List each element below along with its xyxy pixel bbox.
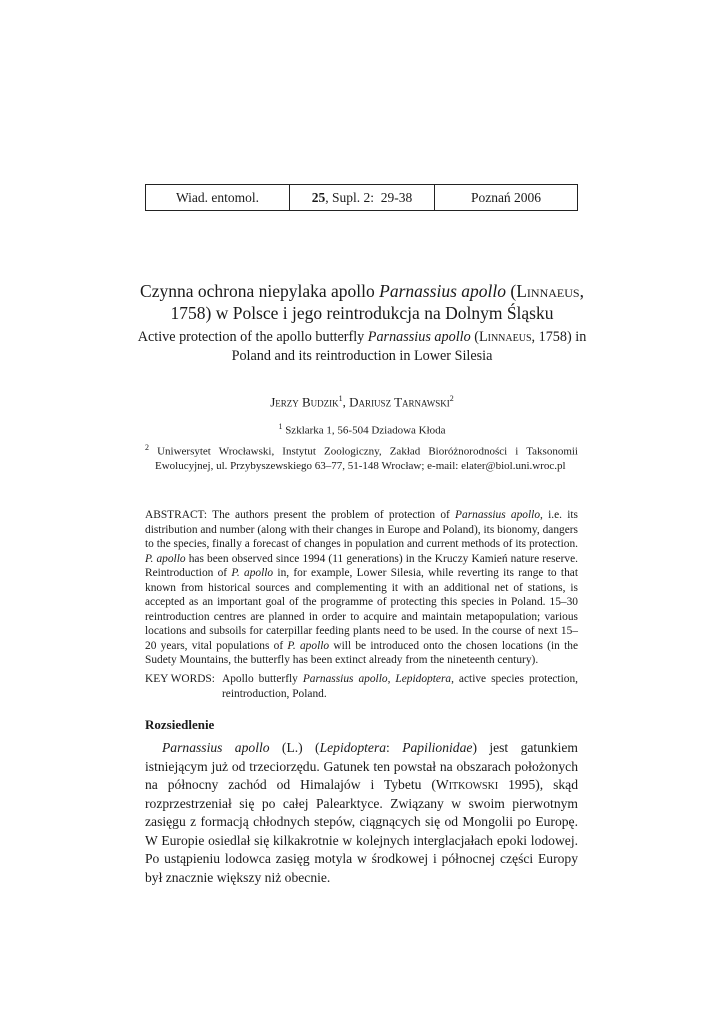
abstract: [145, 508, 578, 668]
author-2: Dariusz Tarnawski: [349, 394, 450, 410]
affiliation-2-sup: 2: [145, 443, 149, 452]
body-text: ) jest gatunkiem istniejącym już od trzeciorzędu. Gatunek ten powstał na obszarach położonych na północny zachód od Himalajów i Tybetu (: [145, 740, 578, 792]
abstract-text: , i.e. its distribution and number (along with their changes in Europe and Poland), its bionomy, dangers to the species, finally a forecast of changes in population and current methods of its protection.: [145, 509, 578, 550]
body-text: (L.) (: [269, 740, 320, 755]
author-1-sup: 1: [338, 394, 343, 403]
title-pl-text: Czynna ochrona niepylaka apollo: [140, 281, 380, 301]
authors-line: [130, 391, 594, 410]
journal-name-cell: [146, 185, 290, 210]
affiliation-2-text: Uniwersytet Wrocławski, Instytut Zoologiczny, Zakład Bioróżnorodności i Taksonomii Ewolucyjnej, ul. Przybyszewskiego 63–77, 51-148 Wrocław; e-mail: elater@biol.uni.wroc.pl: [149, 445, 578, 473]
title-en-text: Active protection of the apollo butterfly: [137, 329, 368, 345]
abstract-species: P. apollo: [287, 639, 330, 652]
title-en-author: Linnaeus: [478, 329, 532, 345]
title-pl-paren: (: [506, 281, 517, 301]
title-english: [130, 328, 594, 365]
title-pl-author: Linnaeus: [516, 281, 580, 301]
body-family: Papilionidae: [402, 740, 473, 755]
abstract-text: in, for example, Lower Silesia, while reverting its range to that known from historical sources and complementing it with an additional net of stations, is accepted as an important goal of the programme of protecting this species in Poland. 15–30 reintroduction centres are planned in order to acquire and maintain metapopulation; various locations and subsoils for caterpillar feeding plants need to be used. In the course of next 15–20 years, vital populations of: [145, 567, 578, 652]
keywords: [145, 672, 578, 701]
title-pl-rest: , 1758) w Polsce i jego reintrodukcja na Dolnym Śląsku: [170, 281, 584, 323]
volume-cell: [290, 185, 435, 210]
author-1: Jerzy Budzik: [270, 394, 339, 410]
abstract-text: has been observed since 1994 (11 generations) in the Kruczy Kamień nature reserve. Reintroduction of: [145, 552, 578, 579]
journal-name: Wiad. entomol.: [175, 189, 260, 205]
journal-header-table: [145, 184, 578, 211]
abstract-species: P. apollo: [145, 552, 186, 565]
abstract-text: will be introduced onto the chosen locations (in the Sudety Mountains, the butterfly has been extinct already from the nineteenth century).: [145, 639, 579, 666]
affiliation-2: [145, 441, 578, 474]
abstract-species: Parnassius apollo: [455, 509, 541, 521]
body-paragraph: [145, 739, 578, 887]
abstract-text: ABSTRACT: The authors present the problem of protection of: [145, 509, 456, 521]
author-2-sup: 2: [449, 394, 454, 403]
body-order: Lepidoptera: [319, 740, 387, 755]
keywords-order: Lepidoptera: [395, 673, 452, 685]
body-text: 1995), skąd rozprzestrzeniał się po całej Palearktyce. Związany w swoim pierwotnym zasięgu z formacją chłodnych stepów, ciągnących się od Mongolii po Europę. W Europie osiedlał się kilkakrotnie w kolejnych interglacjałach epoki lodowej. Po ustąpieniu lodowca zasięg motyla w środkowej i północnej części Europy był znacznie większy niż obecnie.: [145, 777, 579, 885]
section-heading: Rozsiedlenie: [145, 717, 215, 732]
title-en-species: Parnassius apollo: [367, 329, 471, 345]
affiliation-1: [130, 420, 594, 438]
affiliation-1-text: Szklarka 1, 56-504 Dziadowa Kłoda: [282, 424, 446, 437]
keywords-label: KEY WORDS:: [145, 673, 215, 685]
body-citation-author: Witkowski: [435, 777, 499, 792]
place-year-cell: [435, 185, 577, 210]
abstract-species: P. apollo: [231, 567, 274, 579]
keywords-part: Apollo butterfly: [222, 673, 303, 685]
author-separator: ,: [342, 394, 350, 410]
keywords-species: Parnassius apollo: [302, 673, 388, 685]
title-pl-species: Parnassius apollo: [379, 281, 507, 301]
body-species: Parnassius apollo: [162, 740, 270, 755]
volume-pages: , Supl. 2: 29-38: [325, 189, 413, 205]
keywords-part: ,: [387, 673, 396, 685]
affiliation-1-sup: 1: [278, 422, 283, 431]
title-polish: [130, 280, 594, 324]
body-text: :: [386, 740, 403, 755]
keywords-part: , active species protection, reintroduction, Poland.: [222, 673, 578, 700]
volume-number: 25: [311, 189, 326, 205]
title-en-paren: (: [470, 329, 479, 345]
title-en-rest: , 1758) in Poland and its reintroduction in Lower Silesia: [231, 329, 587, 364]
keywords-text: [222, 672, 578, 701]
place-year: Poznań 2006: [470, 189, 542, 205]
